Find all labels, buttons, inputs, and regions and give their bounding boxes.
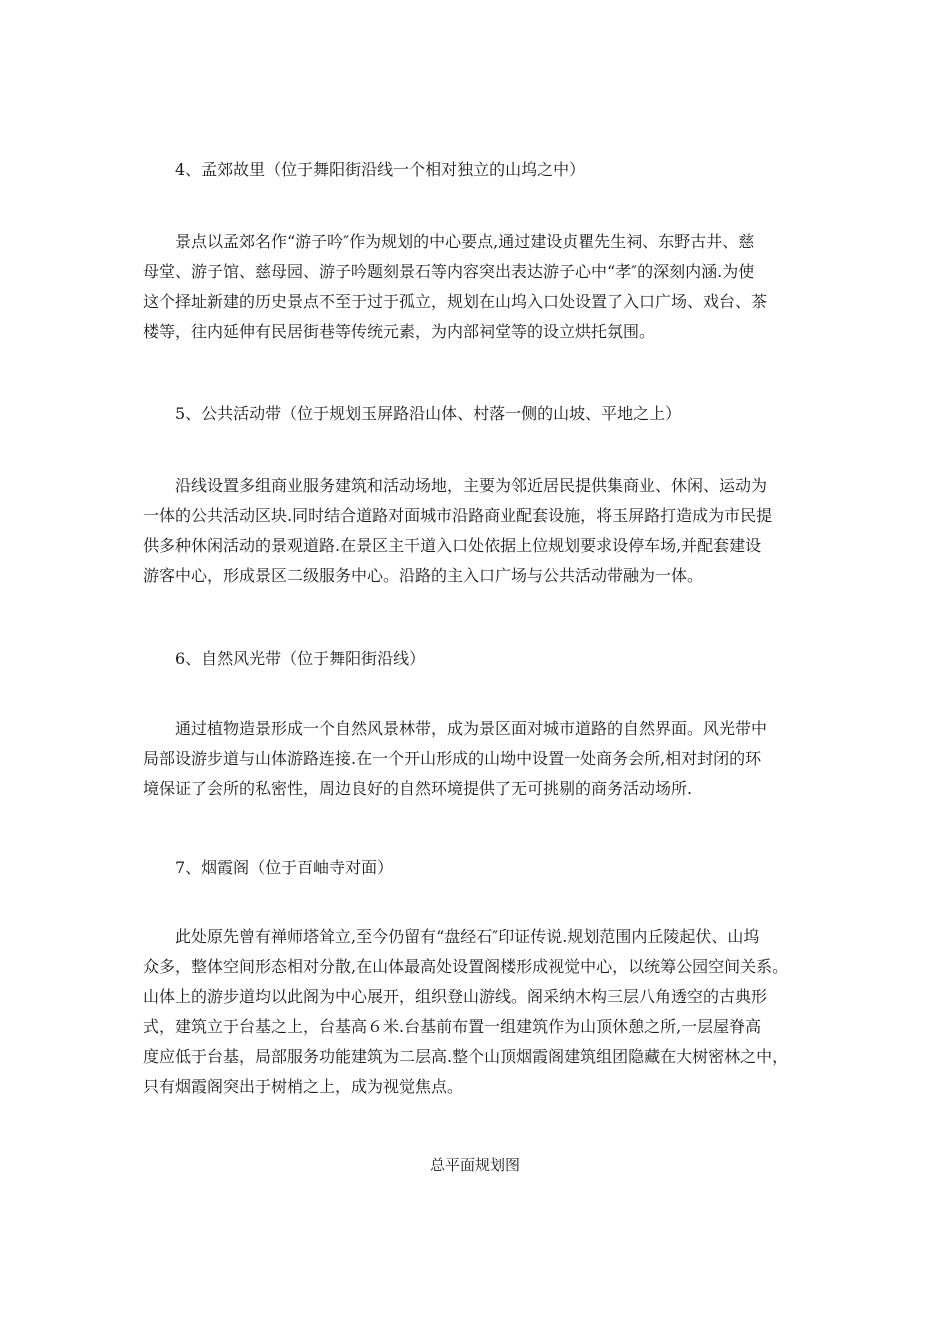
paragraph-line: 局部设游步道与山体游路连接.在一个开山形成的山坳中设置一处商务会所,相对封闭的环 <box>143 749 762 768</box>
section-paragraph <box>143 922 823 1102</box>
paragraph-line: 游客中心，形成景区二级服务中心。沿路的主入口广场与公共活动带融为一体。 <box>143 566 704 585</box>
paragraph-line: 只有烟霞阁突出于树梢之上，成为视觉焦点。 <box>143 1077 464 1096</box>
paragraph-line: 沿线设置多组商业服务建筑和活动场地，主要为邻近居民提供集商业、休闲、运动为 <box>175 476 768 495</box>
paragraph-line: 山体上的游步道均以此阁为中心展开，组织登山游线。阁采纳木构三层八角透空的古典形 <box>143 987 768 1006</box>
section-paragraph <box>143 714 823 804</box>
paragraph-line: 众多，整体空间形态相对分散,在山体最高处设置阁楼形成视觉中心，以统筹公园空间关系。 <box>143 957 789 976</box>
paragraph-line: 这个择址新建的历史景点不至于过于孤立，规划在山坞入口处设置了入口广场、戏台、茶 <box>143 292 768 311</box>
section-heading: 7、烟霞阁（位于百岫寺对面） <box>175 858 394 877</box>
section-paragraph <box>143 227 823 347</box>
section-paragraph <box>143 471 823 591</box>
paragraph-line: 度应低于台基，局部服务功能建筑为二层高.整个山顶烟霞阁建筑组团隐藏在大树密林之中， <box>143 1047 789 1066</box>
paragraph-line: 通过植物造景形成一个自然风景林带，成为景区面对城市道路的自然界面。风光带中 <box>175 719 768 738</box>
paragraph-line: 母堂、游子馆、慈母园、游子吟题刻景石等内容突出表达游子心中“孝″的深刻内涵.为使 <box>143 262 755 281</box>
paragraph-line: 供多种休闲活动的景观道路.在景区主干道入口处依据上位规划要求设停车场,并配套建设 <box>143 536 762 555</box>
paragraph-line: 境保证了会所的私密性，周边良好的自然环境提供了无可挑剔的商务活动场所. <box>143 779 693 798</box>
paragraph-line: 景点以孟郊名作“游子吟″作为规划的中心要点,通过建设贞瞿先生祠、东野古井、慈 <box>175 232 755 251</box>
section-heading: 4、孟郊故里（位于舞阳街沿线一个相对独立的山坞之中） <box>175 160 586 179</box>
figure-caption: 总平面规划图 <box>429 1156 520 1174</box>
paragraph-line: 楼等，往内延伸有民居街巷等传统元素，为内部祠堂等的设立烘托氛围。 <box>143 322 656 341</box>
section-heading: 6、自然风光带（位于舞阳街沿线） <box>175 649 426 668</box>
paragraph-line: 式，建筑立于台基之上，台基高６米.台基前布置一组建筑作为山顶休憩之所,一层屋脊高 <box>143 1017 762 1036</box>
paragraph-line: 此处原先曾有禅师塔耸立,至今仍留有“盘经石″印证传说.规划范围内丘陵起伏、山坞 <box>175 927 760 946</box>
paragraph-line: 一体的公共活动区块.同时结合道路对面城市沿路商业配套设施，将玉屏路打造成为市民提 <box>143 506 773 525</box>
section-heading: 5、公共活动带（位于规划玉屏路沿山体、村落一侧的山坡、平地之上） <box>175 404 682 423</box>
